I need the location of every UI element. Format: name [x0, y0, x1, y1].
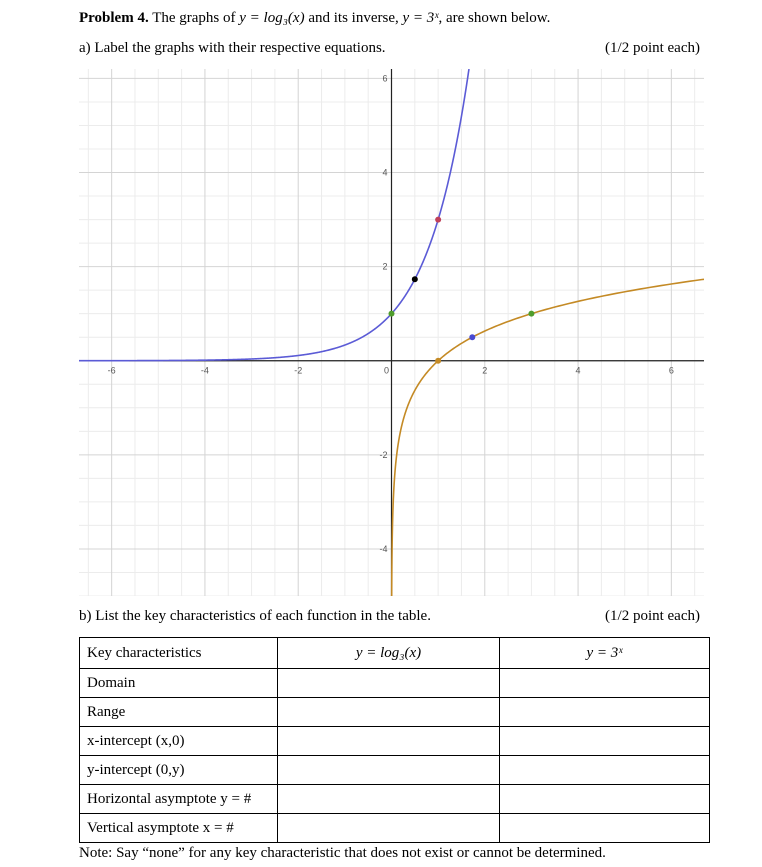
exp-equation: y = 3ˣ — [402, 10, 439, 26]
y-tick-label: 4 — [382, 167, 388, 178]
part-a-text: a) Label the graphs with their respective equations. — [79, 40, 386, 56]
answer-cell-log-range[interactable] — [278, 698, 500, 727]
curve-point — [412, 276, 418, 282]
log-equation: y = log₃(x) — [239, 10, 305, 26]
table-row — [80, 756, 710, 785]
intro-mid: and its inverse, — [308, 10, 399, 26]
table-row — [80, 669, 710, 698]
function-graph — [79, 69, 704, 596]
x-tick-label: -4 — [200, 365, 209, 376]
curve-point — [469, 334, 475, 340]
answer-cell-exp-y-intercept[interactable] — [500, 756, 710, 785]
answer-cell-log-domain[interactable] — [278, 669, 500, 698]
answer-cell-exp-horizontal-asymptote[interactable] — [500, 785, 710, 814]
table-row — [80, 698, 710, 727]
exp-curve — [79, 69, 469, 361]
header-exp-function: y = 3ˣ — [500, 638, 710, 669]
problem-label: Problem 4. — [79, 10, 149, 26]
x-tick-label: -6 — [107, 365, 116, 376]
answer-cell-log-horizontal-asymptote[interactable] — [278, 785, 500, 814]
answer-cell-log-y-intercept[interactable] — [278, 756, 500, 785]
curve-point — [528, 311, 534, 317]
row-label-range: Range — [80, 698, 278, 727]
note-text: Note: Say “none” for any key characteristic that does not exist or cannot be determined. — [79, 845, 606, 861]
part-b-text: b) List the key characteristics of each function in the table. — [79, 608, 431, 624]
characteristics-table — [79, 637, 710, 843]
curve-point — [435, 358, 441, 364]
answer-cell-exp-domain[interactable] — [500, 669, 710, 698]
part-b-points: (1/2 point each) — [605, 608, 700, 624]
x-tick-label: 2 — [482, 365, 488, 376]
x-tick-label: 6 — [668, 365, 674, 376]
row-label-y-intercept: y-intercept (0,y) — [80, 756, 278, 785]
answer-cell-exp-x-intercept[interactable] — [500, 727, 710, 756]
row-label-horizontal-asymptote: Horizontal asymptote y = # — [80, 785, 278, 814]
axes — [79, 69, 704, 596]
y-tick-label: 2 — [382, 261, 388, 272]
x-tick-label: 0 — [383, 365, 390, 376]
x-tick-label: 4 — [575, 365, 581, 376]
curve-point — [435, 217, 441, 223]
row-label-domain: Domain — [80, 669, 278, 698]
table-row — [80, 785, 710, 814]
intro-prefix: The graphs of — [152, 10, 236, 26]
y-tick-label: -4 — [379, 543, 388, 554]
answer-cell-exp-vertical-asymptote[interactable] — [500, 814, 710, 843]
curve-point — [389, 311, 395, 317]
table-header-row — [80, 638, 710, 669]
intro-suffix: , are shown below. — [438, 10, 551, 26]
table-row — [80, 814, 710, 843]
problem-statement — [79, 10, 550, 27]
part-a-points: (1/2 point each) — [605, 40, 700, 56]
header-key-characteristics: Key characteristics — [80, 638, 278, 669]
y-tick-label: -2 — [379, 449, 388, 460]
x-tick-label: -2 — [294, 365, 303, 376]
header-log-function: y = log₃(x) — [278, 638, 500, 669]
row-label-vertical-asymptote: Vertical asymptote x = # — [80, 814, 278, 843]
row-label-x-intercept: x-intercept (x,0) — [80, 727, 278, 756]
answer-cell-log-vertical-asymptote[interactable] — [278, 814, 500, 843]
y-tick-label: 6 — [382, 73, 388, 84]
answer-cell-exp-range[interactable] — [500, 698, 710, 727]
answer-cell-log-x-intercept[interactable] — [278, 727, 500, 756]
table-row — [80, 727, 710, 756]
